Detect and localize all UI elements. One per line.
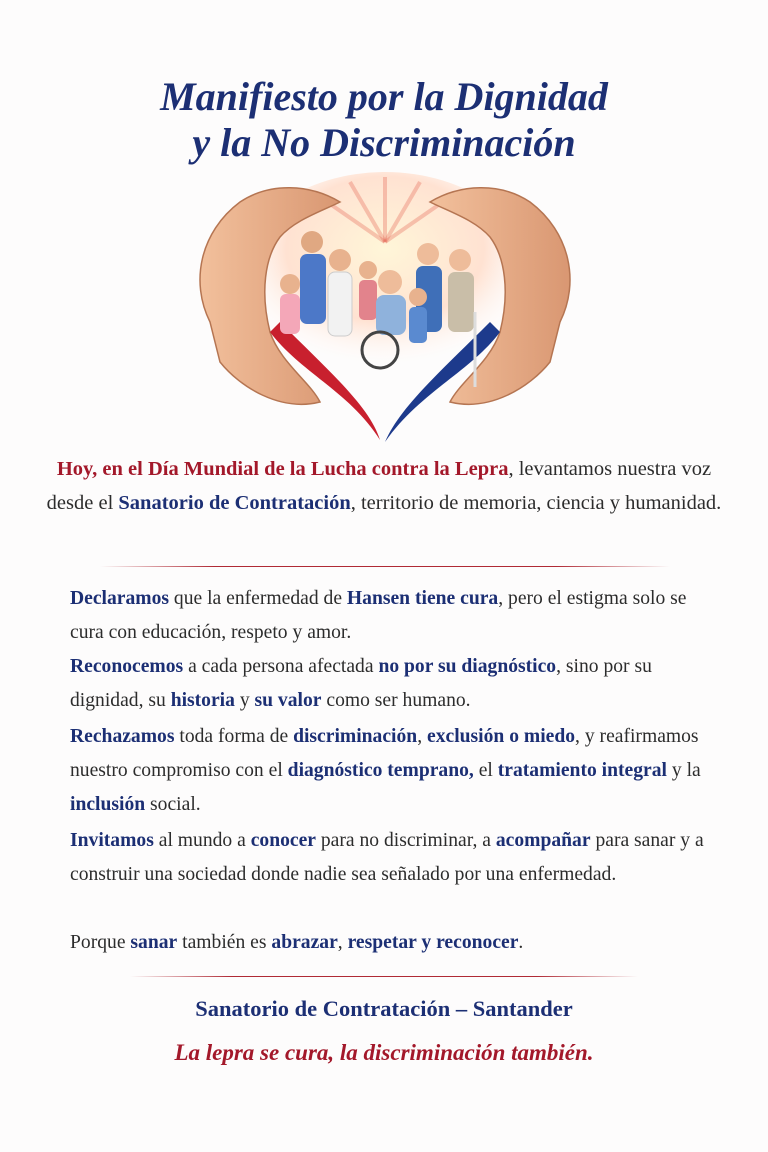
organization-name: Sanatorio de Contratación – Santander	[195, 996, 573, 1021]
title-line-2: y la No Discriminación	[192, 120, 576, 165]
person-1	[280, 274, 300, 334]
person-7	[409, 288, 427, 343]
divider-top	[100, 566, 670, 567]
title-line-1: Manifiesto por la Dignidad	[160, 74, 608, 119]
intro-paragraph: Hoy, en el Día Mundial de la Lucha contra la Lepra, levantamos nuestra voz desde el Sanatorio de Contratación, territorio de memoria, ciencia y humanidad.	[46, 458, 722, 514]
person-3	[328, 249, 352, 336]
declaration-2: Reconocemos a cada persona afectada no por su diagnóstico, sino por su dignidad, su historia y su valor como ser humano.	[70, 656, 652, 711]
hands-heart-family-illustration	[170, 172, 600, 450]
intro-sanatorium: Sanatorio de Contratación	[118, 492, 351, 514]
declaration-5: Porque sanar también es abrazar, respetar y reconocer.	[70, 932, 524, 953]
slogan: La lepra se cura, la discriminación también.	[174, 1040, 594, 1065]
declaration-4: Invitamos al mundo a conocer para no discriminar, a acompañar para sanar y a construir una sociedad donde nadie sea señalado por una enfermedad.	[70, 830, 704, 885]
declaration-1: Declaramos que la enfermedad de Hansen tiene cura, pero el estigma solo se cura con educación, respeto y amor.	[70, 588, 687, 643]
divider-bottom	[130, 976, 638, 977]
person-2	[300, 231, 326, 324]
declaration-3: Rechazamos toda forma de discriminación, exclusión o miedo, y reafirmamos nuestro compromiso con el diagnóstico temprano, el tratamiento integral y la inclusión social.	[70, 726, 701, 815]
person-4	[359, 261, 377, 320]
intro-highlight: Hoy, en el Día Mundial de la Lucha contra la Lepra	[56, 458, 509, 480]
